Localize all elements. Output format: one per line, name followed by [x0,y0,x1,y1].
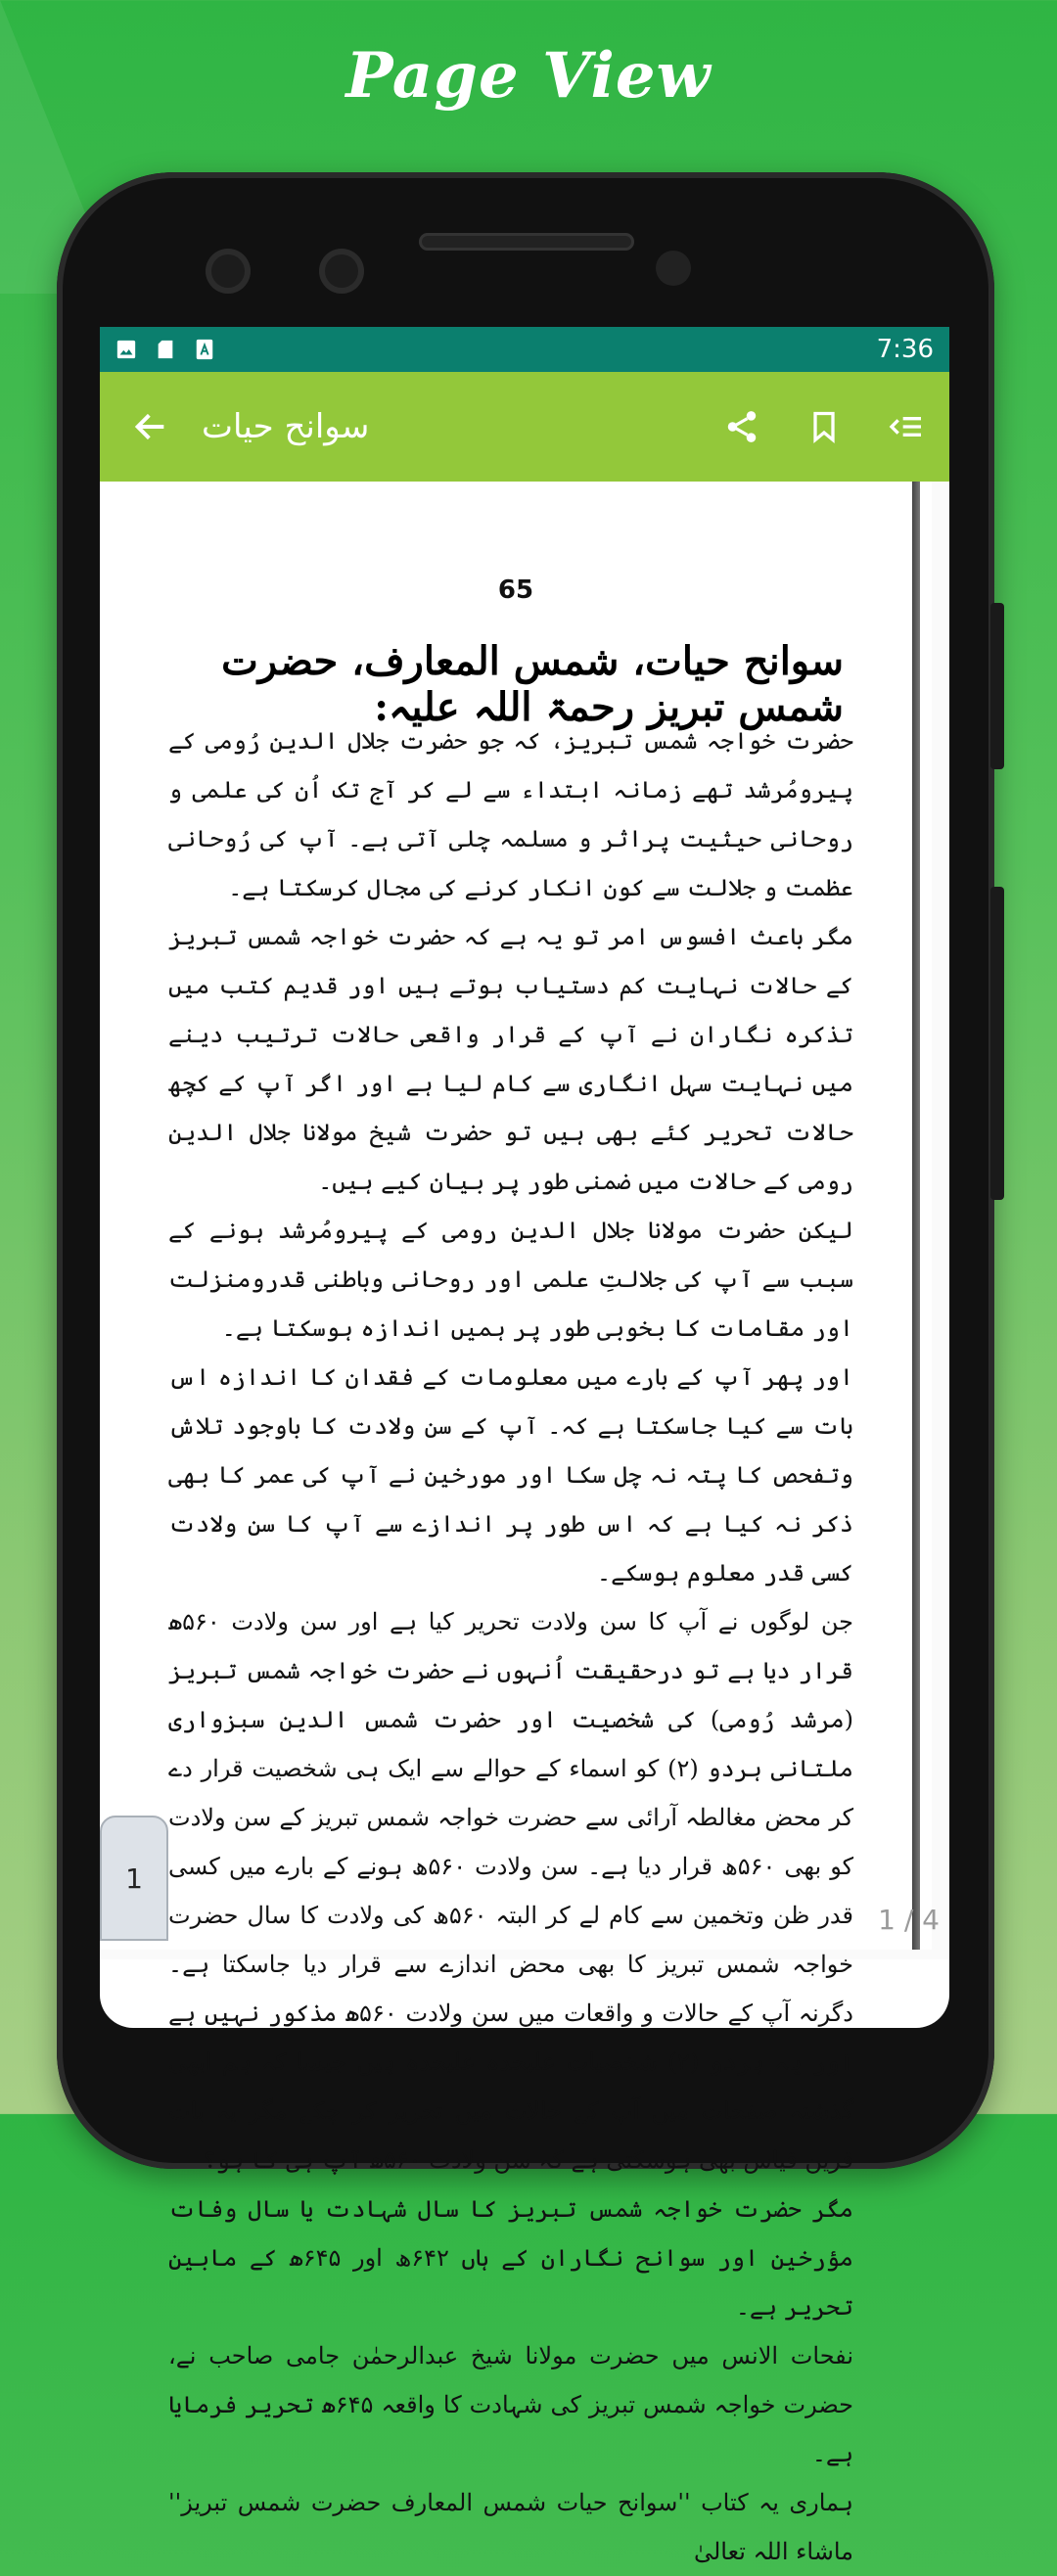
arrow-left-icon [131,407,170,446]
share-button[interactable] [718,403,765,450]
paragraph: اور پھر آپ کے بارے میں معلومات کے فقدان کا اندازہ اس بات سے کیا جاسکتا ہے کہ۔ آپ کے سن ولادت کا باوجود تلاش وتفحص کا پتہ نہ چل سکا اور مورخین نے آپ کی عمر کا بھی ذکر نہ کیا ہے کہ اس طور پر اندازے سے آپ کا سن ولادت کسی قدر معلوم ہوسکے۔ [168,1363,853,1587]
pdf-viewer[interactable] [100,482,949,2565]
paragraph: نفحات الانس میں حضرت مولانا شیخ عبدالرحمٰن جامی صاحب نے، حضرت خواجہ شمس تبریز کی شہادت کا واقعہ ۶۴۵ھ تحریر فرمایا ہے۔ [168,2342,854,2467]
app-bar [100,372,949,482]
proximity-sensor [656,251,691,286]
document-title: سوانح حیات، شمس المعارف، حضرت شمس تبریز رحمۃ اللہ علیہ: [221,638,844,730]
front-camera [206,249,251,294]
paragraph: حضرت خواجہ شمس تبریز، کہ جو حضرت جلال الدین رُومی کے پیرومُرشد تھے زمانہ ابتداء سے لے کر آج تک اُن کی علمی و روحانی حیثیت پراثر و مسلمہ چلی آتی ہے۔ آپ کی رُوحانی عظمت و جلالت سے کون انکار کرنے کی مجال کرسکتا ہے۔ [168,727,853,901]
document-body [168,716,853,2576]
promo-headline: Page View [345,39,712,113]
bookmark-button[interactable] [801,403,848,450]
page-number: 65 [497,575,534,605]
phone-screen [100,327,949,2565]
page-edge [912,482,920,1950]
earpiece-speaker [419,233,634,251]
paragraph: مگر حضرت خواجہ شمس تبریز کا سال شہادت یا سال وفات مؤرخین اور سوانح نگاران کے ہاں ۶۴۲ھ اور ۶۴۵ھ کے مابین تحریر ہے۔ [168,2195,853,2321]
bookmark-icon [806,409,842,444]
power-button [990,603,1004,769]
file-icon [155,339,176,360]
back-button[interactable] [119,395,182,458]
page-indicator: 1 / 4 [878,1904,940,1936]
front-camera-secondary [319,249,364,294]
app-title: سوانح حیات [202,407,370,446]
image-icon [115,339,137,360]
status-time: 7:36 [876,335,934,364]
paragraph: لیکن حضرت مولانا جلال الدین رومی کے پیرومُرشد ہونے کے سبب سے آپ کی جلالتِ علمی اور روحانی وباطنی قدرومنزلت اور مقامات کا بخوبی طور پر ہمیں اندازہ ہوسکتا ہے۔ [168,1217,853,1342]
paragraph: مگر باعث افسوس امر تو یہ ہے کہ حضرت خواجہ شمس تبریز کے حالات نہایت کم دستیاب ہوتے ہیں اور قدیم کتب میں تذکرہ نگاران نے آپ کے قرار واقعی حالات ترتیب دینے میں نہایت سہل انگاری سے کام لیا ہے اور اگر آپ کے کچھ حالات تحریر کئے بھی ہیں تو حضرت شیخ مولانا جلال الدین رومی کے حالات میں ضمنی طور پر بیان کیے ہیں۔ [168,923,853,1195]
document-page[interactable] [100,482,932,2565]
volume-button [990,887,1004,1200]
phone-frame [57,172,994,2565]
toc-icon [887,407,926,446]
paragraph: جن لوگوں نے آپ کا سن ولادت تحریر کیا ہے اور سن ولادت ۵۶۰ھ قرار دیا ہے تو درحقیقت اُنہوں نے حضرت خواجہ شمس تبریز (مرشد رُومی) کی شخصیت اور حضرت شمس الدین سبزواری ملتانی ہردو (۲) کو اسماء کے حوالے سے ایک ہی شخصیت قرار دے کر محض مغالطہ آرائی سے حضرت خواجہ شمس تبریز کے سن ولادت کو بھی ۵۶۰ھ قرار دیا ہے۔ سن ولادت ۵۶۰ھ ہونے کے بارے میں کسی قدر ظن وتخمین سے کام لے کر البتہ ۵۶۰ھ کی ولادت کا سال حضرت خواجہ شمس تبریز کا بھی محض اندازے سے قرار دیا جاسکتا ہے۔ دگرنہ آپ کے حالات و واقعات میں سن ولادت ۵۶۰ھ مذکور نہیں ہے اور یہ ہردو (۲) شخصیات علیحدہ علیحدہ ہیں جیسا کہ ہم ابھی گذشتہ صفحات میں آپ کے حالات میں تحریر کر چکے مگر یہ بات قرین قیاس بھی ہوسکتی ہے کہ سن ولادت ۵۶۰ھ آپ ہی کا ہو؟ [168,1608,854,2174]
toc-button[interactable] [883,403,930,450]
share-icon [723,408,760,445]
paragraph: ہماری یہ کتاب ''سوانح حیات شمس المعارف حضرت شمس تبریز'' ماشاء اللہ تعالیٰ [168,2489,853,2565]
a-box-icon [194,339,215,360]
current-page-chip[interactable]: 1 [100,1816,168,1941]
status-bar [100,327,949,372]
